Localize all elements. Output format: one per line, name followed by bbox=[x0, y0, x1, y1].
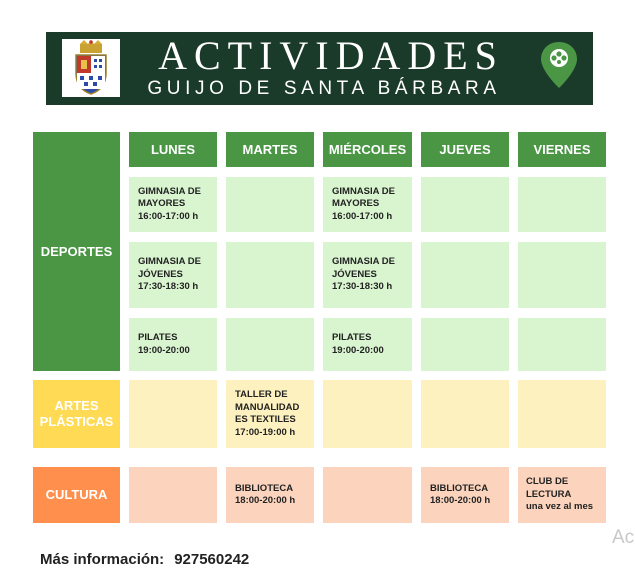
day-header-martes: MARTES bbox=[226, 132, 314, 167]
header-banner bbox=[46, 32, 593, 105]
coat-of-arms-logo bbox=[62, 39, 120, 97]
activity-biblioteca-martes: BIBLIOTECA 18:00-20:00 h bbox=[226, 467, 314, 523]
watermark-text: Ac bbox=[612, 527, 635, 548]
category-artes-plasticas: ARTES PLÁSTICAS bbox=[33, 380, 120, 448]
activity-taller-martes: TALLER DE MANUALIDAD ES TEXTILES 17:00-19:00 h bbox=[226, 380, 314, 448]
empty-cell bbox=[226, 318, 314, 371]
empty-cell bbox=[518, 177, 606, 232]
empty-cell bbox=[518, 242, 606, 308]
day-header-lunes: LUNES bbox=[129, 132, 217, 167]
empty-cell bbox=[129, 467, 217, 523]
activity-biblioteca-jueves: BIBLIOTECA 18:00-20:00 h bbox=[421, 467, 509, 523]
category-deportes: DEPORTES bbox=[33, 132, 120, 371]
activity-pilates-lunes: PILATES 19:00-20:00 bbox=[129, 318, 217, 371]
empty-cell bbox=[421, 380, 509, 448]
coat-of-arms-icon bbox=[62, 39, 120, 97]
more-info-label: Más información: bbox=[40, 551, 165, 568]
empty-cell bbox=[518, 318, 606, 371]
activity-club-lectura-viernes: CLUB DE LECTURA una vez al mes bbox=[518, 467, 606, 523]
empty-cell bbox=[421, 177, 509, 232]
empty-cell bbox=[421, 242, 509, 308]
activity-pilates-miercoles: PILATES 19:00-20:00 bbox=[323, 318, 412, 371]
day-header-jueves: JUEVES bbox=[421, 132, 509, 167]
activity-gimnasia-mayores-miercoles: GIMNASIA DE MAYORES 16:00-17:00 h bbox=[323, 177, 412, 232]
empty-cell bbox=[323, 380, 412, 448]
day-header-viernes: VIERNES bbox=[518, 132, 606, 167]
category-cultura: CULTURA bbox=[33, 467, 120, 523]
activity-gimnasia-jovenes-miercoles: GIMNASIA DE JÓVENES 17:30-18:30 h bbox=[323, 242, 412, 308]
activity-gimnasia-jovenes-lunes: GIMNASIA DE JÓVENES 17:30-18:30 h bbox=[129, 242, 217, 308]
map-pin-icon bbox=[539, 40, 579, 90]
empty-cell bbox=[518, 380, 606, 448]
more-info bbox=[40, 551, 249, 568]
page-title: ACTIVIDADES bbox=[158, 33, 504, 78]
empty-cell bbox=[129, 380, 217, 448]
phone-number: 927560242 bbox=[174, 551, 250, 568]
page-subtitle: GUIJO DE SANTA BÁRBARA bbox=[147, 78, 501, 99]
day-header-miercoles: MIÉRCOLES bbox=[323, 132, 412, 167]
empty-cell bbox=[226, 177, 314, 232]
empty-cell bbox=[323, 467, 412, 523]
empty-cell bbox=[421, 318, 509, 371]
activity-gimnasia-mayores-lunes: GIMNASIA DE MAYORES 16:00-17:00 h bbox=[129, 177, 217, 232]
empty-cell bbox=[226, 242, 314, 308]
